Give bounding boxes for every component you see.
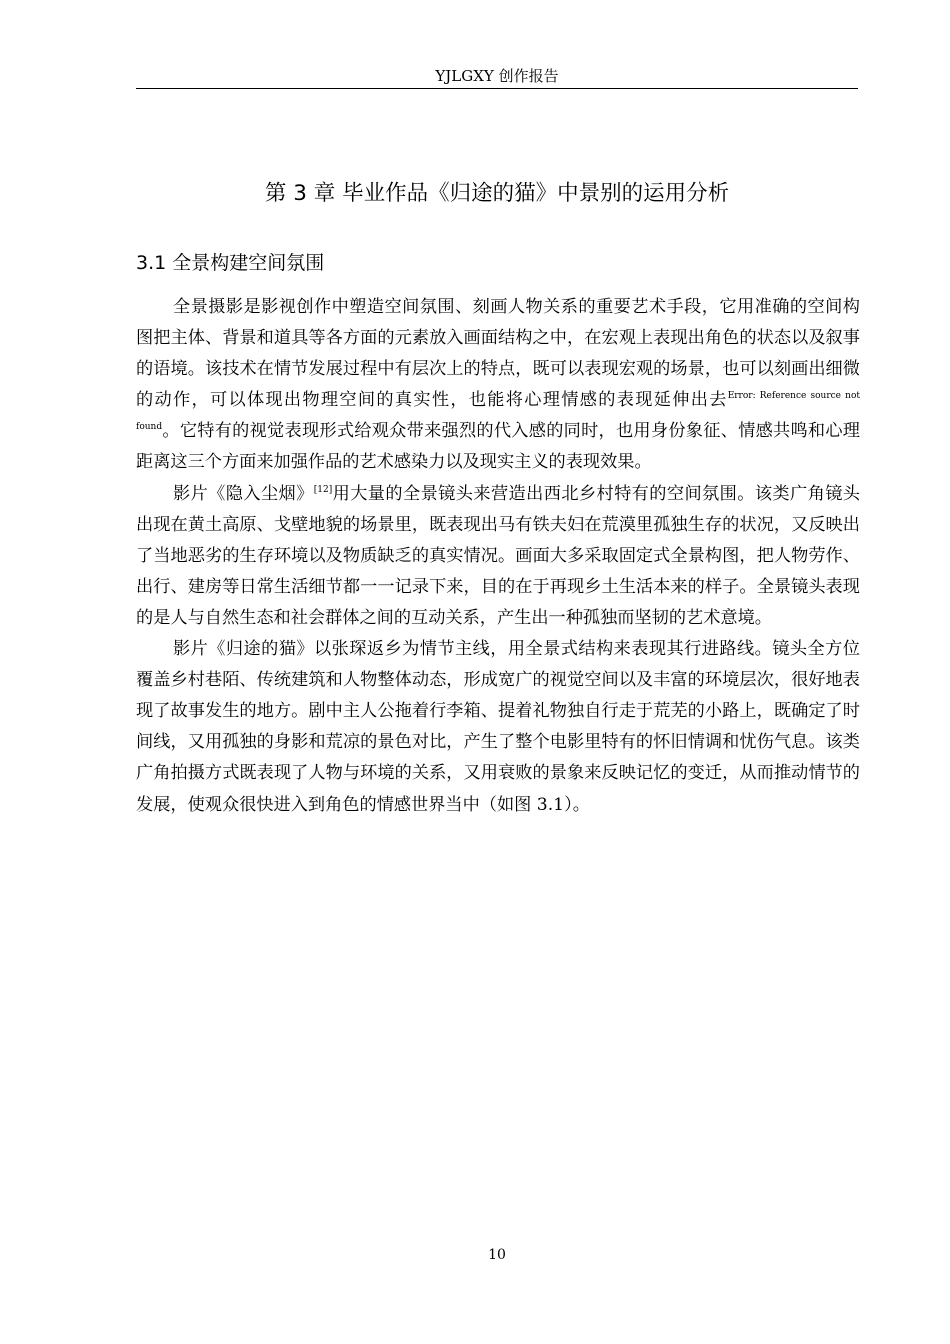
paragraph-2-text-b: 用大量的全景镜头来营造出西北乡村特有的空间氛围。该类广角镜头出现在黄土高原、戈壁地貌的场景里，既表现出马有铁夫妇在荒漠里孤独生存的状况，又反映出了当地恶劣的生存环境以及物质缺乏的真实情况。画面大多采取固定式全景构图，把人物劳作、出行、建房等日常生活细节都一一记录下来，目的在于再现乡土生活本来的样子。全景镜头表现的是人与自然生态和社会群体之间的互动关系，产生出一种孤独而坚韧的艺术意境。 xyxy=(136,483,860,628)
page-number: 10 xyxy=(488,1247,506,1263)
paragraph-2 xyxy=(136,479,860,634)
citation-12: [12] xyxy=(313,484,333,495)
chapter-title: 第 3 章 毕业作品《归途的猫》中景别的运用分析 xyxy=(264,181,730,206)
paragraph-3: 影片《归途的猫》以张琛返乡为情节主线，用全景式结构来表现其行进路线。镜头全方位覆盖乡村巷陌、传统建筑和人物整体动态，形成宽广的视觉空间以及丰富的环境层次，很好地表现了故事发生的地方。剧中主人公拖着行李箱、提着礼物独自行走于荒芜的小路上，既确定了时间线，又用孤独的身影和荒凉的景色对比，产生了整个电影里特有的怀旧情调和忧伤气息。该类广角拍摄方式既表现了人物与环境的关系，又用衰败的景象来反映记忆的变迁，从而推动情节的发展，使观众很快进入到角色的情感世界当中（如图 3.1）。 xyxy=(136,639,860,815)
reference-error-citation: Error: Reference source not found xyxy=(136,391,860,433)
body-text xyxy=(136,292,860,821)
paragraph-1 xyxy=(136,292,860,479)
header-divider xyxy=(136,88,858,89)
running-header: YJLGXY 创作报告 xyxy=(435,67,559,85)
paragraph-1-text-a: 全景摄影是影视创作中塑造空间氛围、刻画人物关系的重要艺术手段，它用准确的空间构图把主体、背景和道具等各方面的元素放入画面结构之中，在宏观上表现出角色的状态以及叙事的语境。该技术在情节发展过程中有层次上的特点，既可以表现宏观的场景，也可以刻画出细微的动作，可以体现出物理空间的真实性，也能将心理情感的表现延伸出去 xyxy=(136,297,860,411)
section-title: 3.1 全景构建空间氛围 xyxy=(136,252,325,274)
paragraph-2-text-a: 影片《隐入尘烟》 xyxy=(173,483,314,504)
paragraph-1-text-b: 。它特有的视觉表现形式给观众带来强烈的代入感的同时，也用身份象征、情感共鸣和心理距离这三个方面来加强作品的艺术感染力以及现实主义的表现效果。 xyxy=(136,421,860,473)
